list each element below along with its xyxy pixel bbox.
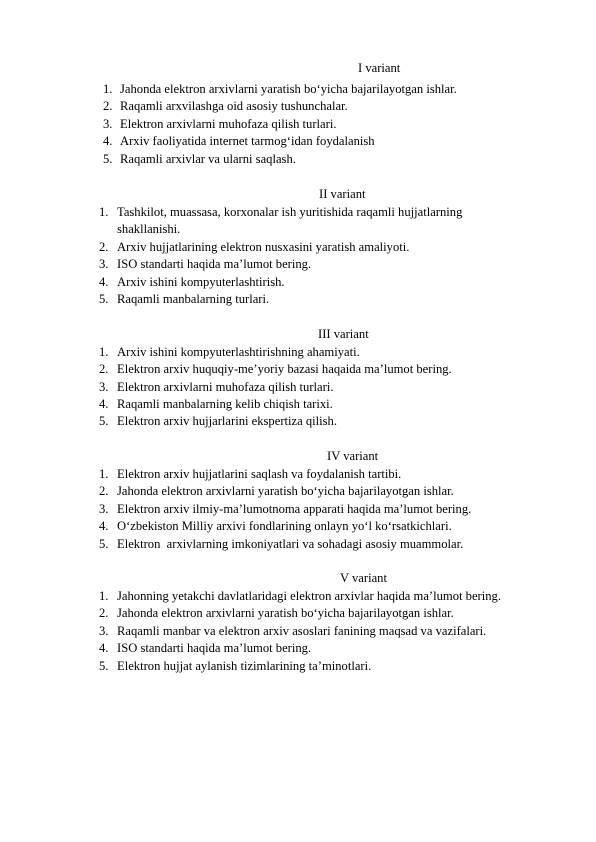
- item-number: 4.: [99, 275, 109, 289]
- item-text: Raqamli manbalarning turlari.: [117, 292, 270, 306]
- item-number: 5.: [99, 537, 109, 551]
- item-number: 5.: [99, 414, 109, 428]
- item-number: 1.: [103, 82, 113, 96]
- item-number: 2.: [103, 99, 113, 113]
- item-text: Elektron arxiv hujjatlarini saqlash va foydalanish tartibi.: [117, 467, 402, 481]
- item-text: Elektron arxivlarni muhofaza qilish turlari.: [120, 117, 337, 131]
- item-text: ISO standarti haqida ma’lumot bering.: [117, 641, 312, 655]
- item-number: 4.: [103, 134, 113, 148]
- item-text: Arxiv ishini kompyuterlashtirish.: [117, 275, 285, 289]
- item-number: 5.: [99, 659, 109, 673]
- item-text: Raqamli arxivlar va ularni saqlash.: [120, 152, 296, 166]
- item-number: 3.: [99, 502, 109, 516]
- item-text: Elektron arxivlarning imkoniyatlari va sohadagi asosiy muammolar.: [117, 537, 464, 551]
- item-text: Elektron hujjat aylanish tizimlarining ta’minotlari.: [117, 659, 372, 673]
- item-text: O‘zbekiston Milliy arxivi fondlarining onlayn yo‘l ko‘rsatkichlari.: [117, 519, 452, 533]
- item-text: Arxiv faoliyatida internet tarmog‘idan foydalanish: [120, 134, 375, 148]
- item-number: 4.: [99, 519, 109, 533]
- item-text: Elektron arxiv huquqiy-me’yoriy bazasi haqaida ma’lumot bering.: [117, 362, 452, 376]
- variant-4-title: IV variant: [327, 449, 379, 463]
- item-text: Jahonda elektron arxivlarni yaratish bo‘yicha bajarilayotgan ishlar.: [120, 82, 457, 96]
- item-text: Elektron arxiv ilmiy-ma’lumotnoma apparati haqida ma’lumot bering.: [117, 502, 472, 516]
- item-number: 4.: [99, 397, 109, 411]
- item-number: 3.: [99, 624, 109, 638]
- item-number: 2.: [99, 362, 109, 376]
- item-text: Raqamli arxvilashga oid asosiy tushunchalar.: [120, 99, 348, 113]
- item-text: Arxiv hujjatlarining elektron nusxasini yaratish amaliyoti.: [117, 240, 410, 254]
- item-text: Elektron arxivlarni muhofaza qilish turlari.: [117, 380, 334, 394]
- item-number: 1.: [99, 589, 109, 603]
- item-number: 3.: [99, 257, 109, 271]
- item-number: 2.: [99, 240, 109, 254]
- variant-1-title: I variant: [358, 61, 401, 75]
- item-number: 3.: [103, 117, 113, 131]
- item-text: Tashkilot, muassasa, korxonalar ish yuritishida raqamli hujjatlarning shakllanishi.: [117, 205, 463, 236]
- item-number: 2.: [99, 606, 109, 620]
- item-number: 2.: [99, 484, 109, 498]
- variant-2-title: II variant: [319, 187, 366, 201]
- item-number: 1.: [99, 205, 109, 219]
- variant-5-title: V variant: [340, 571, 387, 585]
- variant-3-title: III variant: [318, 327, 369, 341]
- item-text: Raqamli manbar va elektron arxiv asoslari fanining maqsad va vazifalari.: [117, 624, 487, 638]
- item-text: ISO standarti haqida ma’lumot bering.: [117, 257, 312, 271]
- item-text: Jahonda elektron arxivlarni yaratish bo‘yicha bajarilayotgan ishlar.: [117, 606, 454, 620]
- item-number: 3.: [99, 380, 109, 394]
- item-number: 5.: [99, 292, 109, 306]
- item-number: 5.: [103, 152, 113, 166]
- item-text: Raqamli manbalarning kelib chiqish tarixi.: [117, 397, 333, 411]
- item-number: 1.: [99, 345, 109, 359]
- item-text: Jahonning yetakchi davlatlaridagi elektron arxivlar haqida ma’lumot bering.: [117, 589, 501, 603]
- item-number: 1.: [99, 467, 109, 481]
- item-text: Jahonda elektron arxivlarni yaratish bo‘yicha bajarilayotgan ishlar.: [117, 484, 454, 498]
- item-text: Arxiv ishini kompyuterlashtirishning ahamiyati.: [117, 345, 360, 359]
- item-number: 4.: [99, 641, 109, 655]
- item-text: Elektron arxiv hujjarlarini ekspertiza qilish.: [117, 414, 337, 428]
